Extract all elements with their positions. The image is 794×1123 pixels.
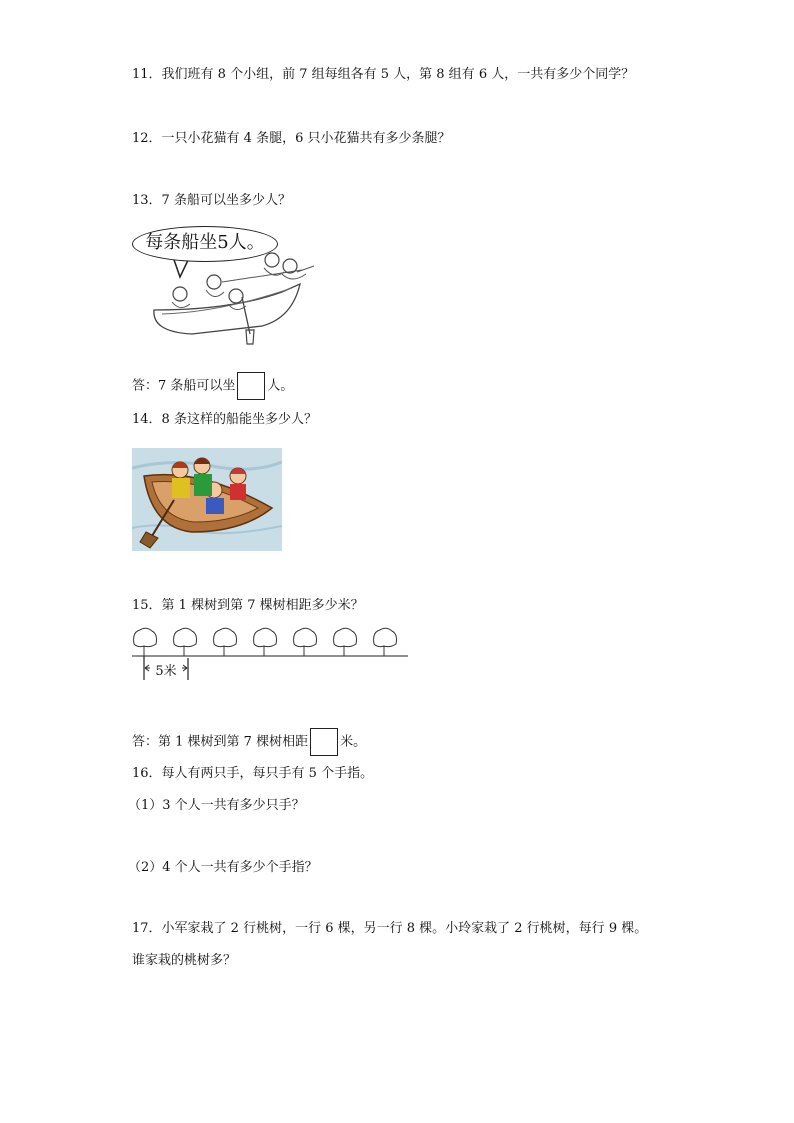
- answer-prefix: 答：7 条船可以坐: [132, 378, 236, 394]
- tree-row-diagram: [132, 626, 408, 686]
- boat-picture-icon: [132, 448, 282, 551]
- question-13-answer: [132, 372, 293, 400]
- question-17: 17．小军家栽了 2 行桃树，一行 6 棵，另一行 8 棵。小玲家栽了 2 行桃树，每行 9 棵。: [132, 921, 648, 936]
- question-15: 15．第 1 棵树到第 7 棵树相距多少米？: [132, 598, 364, 613]
- question-16-part-2: （2）4 个人一共有多少个手指？: [128, 860, 318, 875]
- answer-suffix: 人。: [267, 378, 294, 394]
- boat-illustration-color: [132, 448, 282, 551]
- answer-suffix: 米。: [340, 734, 367, 750]
- boat-illustration-line: [132, 222, 332, 352]
- distance-label: 5米: [155, 664, 177, 679]
- speech-bubble: 每条船坐5人。: [132, 226, 278, 262]
- question-17-continued: 谁家栽的桃树多？: [132, 953, 237, 968]
- question-16-part-1: （1）3 个人一共有多少只手？: [128, 798, 305, 813]
- answer-box[interactable]: [237, 372, 265, 400]
- question-15-answer: [132, 728, 366, 756]
- answer-box[interactable]: [310, 728, 338, 756]
- question-11: 11．我们班有 8 个小组，前 7 组每组各有 5 人，第 8 组有 6 人，一共有多少个同学？: [132, 67, 635, 82]
- question-14: 14．8 条这样的船能坐多少人？: [132, 412, 317, 427]
- question-12: 12．一只小花猫有 4 条腿，6 只小花猫共有多少条腿？: [132, 131, 451, 146]
- question-16: 16．每人有两只手，每只手有 5 个手指。: [132, 766, 374, 781]
- question-13: 13．7 条船可以坐多少人？: [132, 193, 291, 208]
- answer-prefix: 答：第 1 棵树到第 7 棵树相距: [132, 734, 309, 750]
